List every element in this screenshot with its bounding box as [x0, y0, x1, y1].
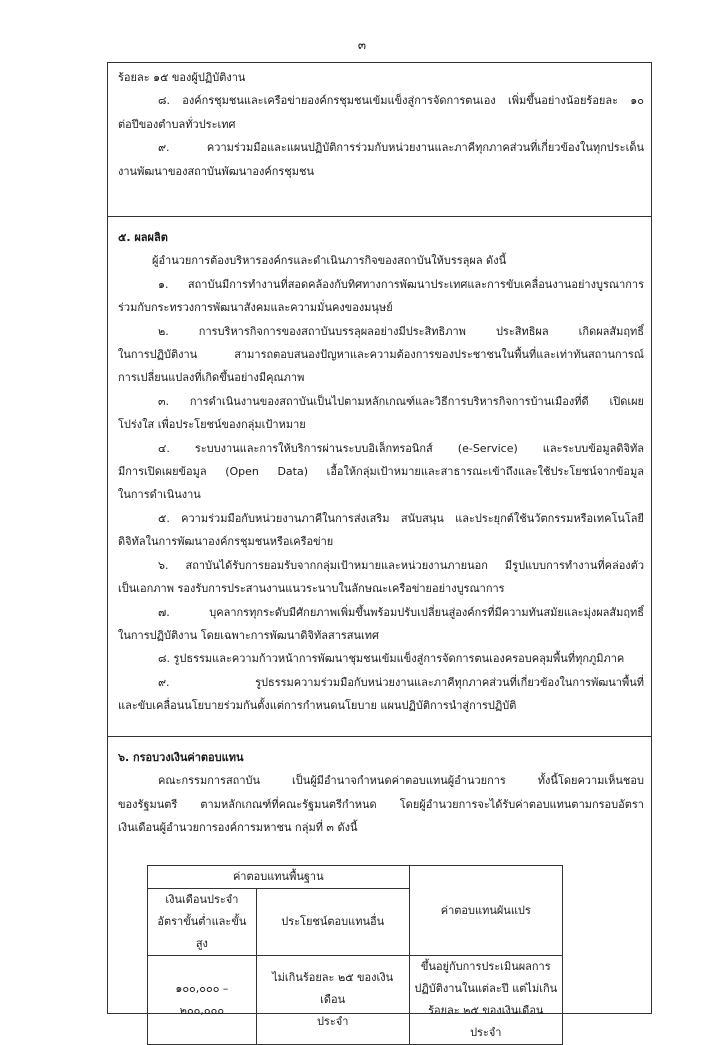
list-item: ๒. การบริหารกิจการของสถาบันบรรลุผลอย่างมีประสิทธิภาพ ประสิทธิผล เกิดผลสัมฤทธิ์	[158, 324, 644, 338]
other-benefit-cell	[256, 956, 409, 1045]
list-item-cont: ดิจิทัลในการพัฒนาองค์กรชุมชนหรือเครือข่าย	[118, 535, 334, 549]
salary-range-cell: ๑๐๐,๐๐๐ – ๒๐๐,๐๐๐	[148, 956, 257, 1045]
variable-line: ปฏิบัติงานในแต่ละปี แต่ไม่เกิน	[414, 982, 558, 995]
list-item: ๖. สถาบันได้รับการยอมรับจากกลุ่มเป้าหมายและหน่วยงานภายนอก มีรูปแบบการทำงานที่คล่องตัว	[158, 558, 644, 572]
list-item-cont: และขับเคลื่อนนโยบายร่วมกันตั้งแต่การกำหนดนโยบาย แผนปฏิบัติการนำสู่การปฏิบัติ	[118, 699, 517, 713]
text-line: งานพัฒนาของสถาบันพัฒนาองค์กรชุมชน	[118, 164, 314, 178]
list-item-cont: มีการเปิดเผยข้อมูล (Open Data) เอื้อให้กลุ่มเป้าหมายและสาธารณะเข้าถึงและใช้ประโยชน์จากข้อมูล	[118, 465, 644, 479]
list-item-cont: ในการปฏิบัติงาน โดยเฉพาะการพัฒนาดิจิทัลสารสนเทศ	[118, 628, 380, 642]
base-compensation-header: ค่าตอบแทนพื้นฐาน	[148, 866, 410, 889]
list-item: ๕. ความร่วมมือกับหน่วยงานภาคีในการส่งเสริม สนับสนุน และประยุกต์ใช้นวัตกรรมหรือเทคโนโลยี	[158, 511, 644, 525]
list-item-cont: ในการดำเนินงาน	[118, 488, 201, 502]
text-line: ต่อปีของตำบลทั่วประเทศ	[118, 117, 236, 131]
salary-header	[148, 889, 257, 956]
variable-line: ร้อยละ ๒๕ ของเงินเดือนประจำ	[428, 1004, 544, 1039]
variable-line: ขึ้นอยู่กับการประเมินผลการ	[420, 960, 551, 973]
salary-header-line: อัตราขั้นต่ำและขั้นสูง	[157, 915, 247, 950]
list-item: ๓. การดำเนินงานของสถาบันเป็นไปตามหลักเกณฑ์และวิธีการบริหารกิจการบ้านเมืองที่ดี เปิดเผย	[158, 394, 644, 408]
section-heading: ๖. กรอบวงเงินค่าตอบแทน	[118, 751, 244, 764]
section-heading: ๕. ผลผลิต	[118, 231, 168, 244]
paragraph-line: เงินเดือนผู้อำนวยการองค์การมหาชน กลุ่มที่ ๓ ดังนี้	[118, 821, 358, 835]
list-item: ๘. รูปธรรมและความก้าวหน้าการพัฒนาชุมชนเข้มแข็งสู่การจัดการตนเองครอบคลุมพื้นที่ทุกภูมิภาค	[158, 652, 625, 666]
variable-compensation-header: ค่าตอบแทนผันแปร	[409, 866, 562, 956]
text-line: ๙. ความร่วมมือและแผนปฏิบัติการร่วมกับหน่วยงานและภาคีทุกภาคส่วนที่เกี่ยวข้องในทุกประเด็น	[158, 141, 644, 155]
list-item-cont: โปร่งใส เพื่อประโยชน์ของกลุ่มเป้าหมาย	[118, 418, 306, 432]
paragraph-line: ของรัฐมนตรี ตามหลักเกณฑ์ที่คณะรัฐมนตรีกำหนด โดยผู้อำนวยการจะได้รับค่าตอบแทนตามกรอบอัตรา	[118, 797, 644, 811]
compensation-table	[147, 865, 563, 1045]
other-benefit-header: ประโยชน์ตอบแทนอื่น	[256, 889, 409, 956]
list-item: ๔. ระบบงานและการให้บริการผ่านระบบอิเล็กทรอนิกส์ (e-Service) และระบบข้อมูลดิจิทัล	[158, 441, 644, 455]
variable-compensation-cell	[409, 956, 562, 1045]
other-benefit-line: ประจำ	[316, 1015, 349, 1028]
text-line: ร้อยละ ๑๕ ของผู้ปฏิบัติงาน	[118, 71, 246, 84]
section-intro: ผู้อำนวยการต้องบริหารองค์กรและดำเนินภารกิจของสถาบันให้บรรลุผล ดังนี้	[152, 254, 507, 268]
paragraph-line: คณะกรรมการสถาบัน เป็นผู้มีอำนาจกำหนดค่าตอบแทนผู้อำนวยการ ทั้งนี้โดยความเห็นชอบ	[158, 774, 644, 788]
list-item: ๙. รูปธรรมความร่วมมือกับหน่วยงานและภาคีทุกภาคส่วนที่เกี่ยวข้องในการพัฒนาพื้นที่	[158, 675, 644, 689]
page-number: ๓	[357, 38, 367, 52]
section-6-compensation	[108, 736, 651, 1039]
list-item-cont: การเปลี่ยนแปลงที่เกิดขึ้นอย่างมีคุณภาพ	[118, 371, 305, 385]
document-frame	[107, 62, 652, 1039]
text-line: ๘. องค์กรชุมชนและเครือข่ายองค์กรชุมชนเข้มแข็งสู่การจัดการตนเอง เพิ่มขึ้นอย่างน้อยร้อยละ ๑๐	[158, 94, 644, 108]
section-5-outputs	[108, 216, 651, 736]
salary-header-line: เงินเดือนประจำ	[165, 893, 239, 906]
other-benefit-line: ไม่เกินร้อยละ ๒๕ ของเงินเดือน	[272, 971, 394, 1006]
list-item: ๑. สถาบันมีการทำงานที่สอดคล้องกับทิศทางการพัฒนาประเทศและการขับเคลื่อนงานอย่างบูรณาการ	[158, 277, 644, 291]
list-item-cont: เป็นเอกภาพ รองรับการประสานงานแนวระนาบในลักษณะเครือข่ายอย่างบูรณาการ	[118, 582, 505, 596]
list-item: ๗. บุคลากรทุกระดับมีศักยภาพเพิ่มขึ้นพร้อมปรับเปลี่ยนสู่องค์กรที่มีความทันสมัยและมุ่งผลสัมฤทธิ์	[158, 605, 644, 619]
list-item-cont: ร่วมกับกระทรวงการพัฒนาสังคมและความมั่นคงของมนุษย์	[118, 301, 393, 315]
section-4-continued	[108, 63, 651, 216]
list-item-cont: ในการปฏิบัติงาน สามารถตอบสนองปัญหาและความต้องการของประชาชนในพื้นที่และเท่าทันสถานการณ์	[118, 348, 644, 362]
